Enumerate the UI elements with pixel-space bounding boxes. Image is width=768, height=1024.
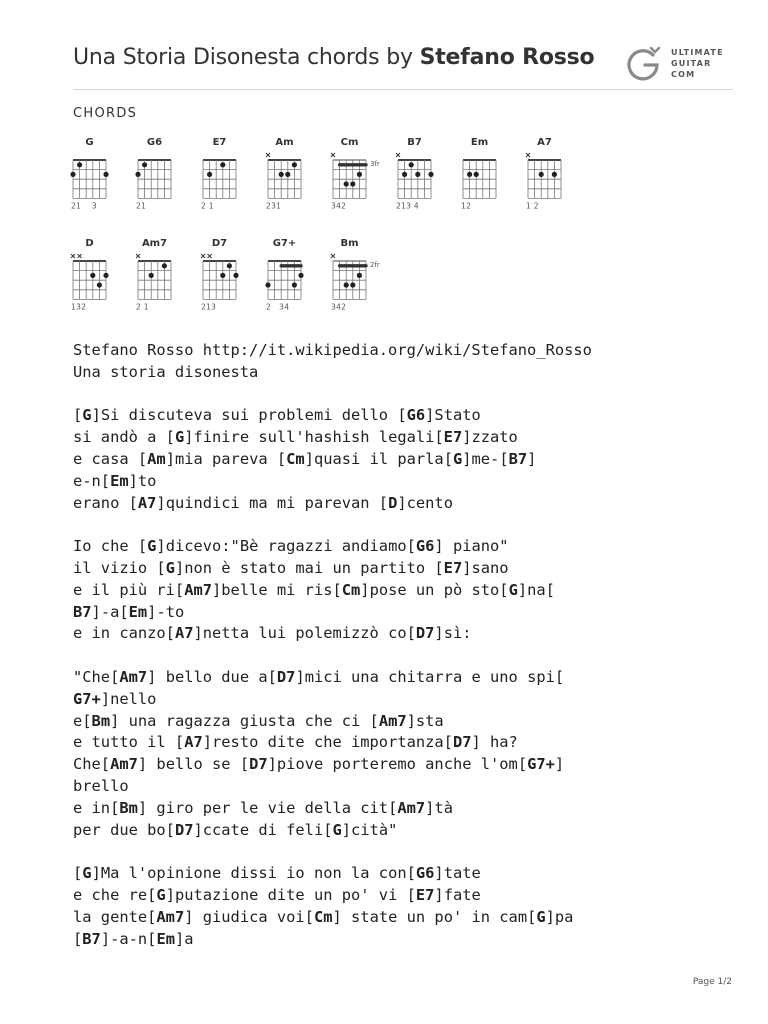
lyric-text: ]sì: [434,624,472,643]
finger-dot [220,273,225,278]
fret-label: 3fr [370,160,380,168]
lyric-text: e che re[ [73,885,157,904]
lyric-line [73,820,753,842]
chord-link[interactable]: G [452,449,463,468]
chord-link[interactable]: Am7 [110,755,138,774]
chord-name: Bm [340,238,359,249]
muted-string-mark [78,254,82,258]
chord-link[interactable]: Am [147,449,166,468]
chord-link[interactable]: Cm [286,449,305,468]
blank-line [73,514,753,536]
chord-link[interactable]: Cm [341,580,361,599]
lyric-text: ] una ragazza giusta che ci [ [110,711,379,730]
finger-dot [97,282,102,287]
lyric-text: e casa [ [73,449,148,468]
chord-diagram[interactable] [70,137,108,210]
lyric-text: ]sano [462,558,509,577]
finger-dot [135,172,140,177]
chord-link[interactable]: Em [110,471,129,490]
lyric-text: ]quindici ma mi parevan [ [156,493,389,512]
finger-dot [402,172,407,177]
lyric-line [73,471,753,493]
chord-diagram[interactable] [265,238,303,311]
chord-link[interactable]: G [82,406,92,425]
lyric-text: ]pose un pò sto[ [360,580,509,599]
lyric-text: il vizio [ [73,558,166,577]
chord-diagram[interactable] [201,137,236,210]
chord-diagram[interactable] [136,238,171,311]
chord-diagram[interactable] [461,137,496,210]
lyric-text: ]resto dite che importanza[ [202,733,453,752]
lyric-line [73,493,753,515]
lyric-line [73,558,753,580]
muted-string-mark [331,254,335,258]
chord-link[interactable]: Em [128,602,148,621]
finger-dot [292,282,297,287]
chord-link[interactable]: E7 [443,558,463,577]
muted-string-mark [71,254,75,258]
chord-name: G6 [146,137,163,148]
lyric-text: ]Si discuteva sui problemi dello [ [91,406,407,425]
chord-link[interactable]: E7 [415,885,435,904]
lyric-text: ]na[ [517,580,555,599]
fingering-label: 213 [201,302,217,312]
muted-string-mark [136,254,140,258]
chord-link[interactable]: Em [156,929,175,948]
lyric-text: [ [73,406,83,425]
finger-dot [409,162,414,167]
lyric-text: ]-to [147,602,185,621]
lyric-line [73,449,753,471]
lyric-text: ]Ma l'opinione dissi io non la con[ [91,864,416,883]
lyric-text: ]tate [434,864,481,883]
muted-string-mark [201,254,205,258]
chord-link[interactable]: G [156,885,166,904]
chord-link[interactable]: G [147,537,157,556]
chord-name: Em [470,137,489,148]
finger-dot [103,273,108,278]
lyric-text: e in canzo[ [73,624,175,643]
lyric-text: Io che [ [73,537,148,556]
lyric-text: si andò a [ [73,428,175,447]
chord-name: D [85,238,94,249]
lyric-line [73,602,753,624]
chord-name: E7 [212,137,227,148]
lyric-text: ]cità" [341,820,398,839]
lyric-text: ]ccate di feli[ [193,820,333,839]
finger-dot [90,273,95,278]
chord-name: A7 [537,137,552,148]
lyric-text: e il più ri[ [73,580,185,599]
lyric-line [73,427,753,449]
fingering-label: 21 [136,201,147,211]
logo-line: GUITAR [671,59,712,68]
chord-diagram[interactable] [71,238,109,311]
lyric-text: brello [73,776,129,795]
finger-dot [474,172,479,177]
lyric-text: erano [ [73,493,138,512]
chord-name: B7 [407,137,422,148]
lyric-line [73,340,753,362]
lyric-text: ]-a-n[ [100,929,157,948]
finger-dot [162,263,167,268]
muted-string-mark [208,254,212,258]
finger-dot [77,162,82,167]
chord-link[interactable]: G [536,907,546,926]
chord-name: Cm [340,137,359,148]
lyric-text: ]mia pareva [ [165,449,287,468]
lyric-text: e[ [73,711,92,730]
finger-dot [149,273,154,278]
chord-link[interactable]: E7 [443,428,463,447]
lyric-text: ] [554,755,565,774]
fingering-label: 213 4 [396,201,419,211]
muted-string-mark [266,153,270,157]
lyric-text: ]cento [397,493,453,512]
chord-link[interactable]: B7 [82,929,101,948]
lyric-line [73,863,753,885]
lyric-text: ]piove porteremo anche l'om[ [267,755,528,774]
fingering-label: 342 [331,201,347,211]
lyric-text: ] ha? [471,733,518,752]
lyric-line [73,623,753,645]
lyric-text: Stefano Rosso http://it.wikipedia.org/wiki/Stefano_Rosso [73,341,592,359]
lyric-text: ]non è stato mai un partito [ [174,558,444,577]
lyric-text: ]quasi il parla[ [304,449,453,468]
chord-link[interactable]: Am7 [156,907,185,926]
lyric-text: e-n[ [73,471,111,490]
finger-dot [70,172,75,177]
fingering-label: 2 1 [201,201,214,211]
chord-link[interactable]: G [508,580,518,599]
lyric-text: ]belle mi ris[ [212,580,342,599]
lyric-text: [ [73,929,83,948]
finger-dot [428,172,433,177]
finger-dot [344,181,349,186]
logo-line: ULTIMATE [671,48,724,57]
finger-dot [207,172,212,177]
chord-diagrams [0,0,768,330]
finger-dot [220,162,225,167]
lyric-text: ]Stato [425,406,481,425]
chord-link[interactable]: Am7 [184,580,213,599]
lyric-text: ]a [174,929,194,948]
chord-diagram[interactable] [201,238,239,311]
fingering-label: 21 3 [71,201,97,211]
lyric-text: [ [73,864,83,883]
lyric-line [73,536,753,558]
fingering-label: 2 1 [136,302,149,312]
chord-link[interactable]: Am7 [397,798,426,817]
finger-dot [233,273,238,278]
chord-diagram[interactable] [331,137,380,210]
chord-link[interactable]: G6 [406,406,426,425]
lyric-line [73,885,753,907]
finger-dot [279,172,284,177]
lyric-text: ]mici una chitarra e uno spi[ [295,667,565,686]
chord-link[interactable]: Am7 [378,711,407,730]
lyric-text: ] [527,449,537,468]
lyric-line [73,689,753,711]
lyric-line [73,798,753,820]
lyric-text: ]netta lui polemizzò co[ [193,624,416,643]
chord-link[interactable]: D7 [415,624,435,643]
finger-dot [552,172,557,177]
chord-link[interactable]: A7 [174,624,194,643]
lyric-text: ] giudica voi[ [184,907,314,926]
lyric-text: ]nello [100,689,157,708]
lyric-text: ] giro per le vie della cit[ [137,798,398,817]
lyric-text: ]me-[ [462,449,509,468]
finger-dot [350,282,355,287]
chord-link[interactable]: G [174,428,185,447]
chord-link[interactable]: G7+ [527,755,555,774]
song-name: Una Storia Disonesta chords by [73,45,420,70]
lyric-text: ]dicevo:"Bè ragazzi andiamo[ [156,537,416,556]
lyric-line [73,580,753,602]
lyric-text: ]sta [406,711,444,730]
muted-string-mark [526,153,530,157]
lyric-text: ]-a[ [91,602,129,621]
finger-dot [285,172,290,177]
lyric-line [73,362,753,384]
chord-link[interactable]: B7 [508,449,528,468]
lyric-text: ] bello se [ [137,755,250,774]
chord-name: Am7 [141,238,168,249]
finger-dot [292,162,297,167]
finger-dot [357,273,362,278]
artist-link[interactable]: Stefano Rosso [419,45,595,70]
lyric-text: ]tà [425,798,453,817]
lyric-text: ]fate [434,885,481,904]
chord-link[interactable]: D7 [276,667,296,686]
lyrics-sheet [73,340,753,950]
chord-link[interactable]: G6 [415,864,435,883]
chord-link[interactable]: G [332,820,342,839]
blank-line [73,384,753,406]
fingering-label: 132 [71,302,87,312]
finger-dot [298,273,303,278]
finger-dot [142,162,147,167]
lyric-line [73,776,753,798]
finger-dot [357,172,362,177]
fingering-label: 1 2 [526,201,539,211]
chord-name: Am [275,137,294,148]
blank-line [73,841,753,863]
lyric-line [73,711,753,733]
finger-dot [350,181,355,186]
fingering-label: 342 [331,302,347,312]
chord-link[interactable]: D7 [174,820,194,839]
chord-link[interactable]: G7+ [73,689,101,708]
chord-link[interactable]: Am7 [119,667,148,686]
finger-dot [227,263,232,268]
chord-diagram[interactable] [526,137,561,210]
lyric-line [73,929,753,951]
chord-link[interactable]: D [388,493,398,512]
chord-name: G [85,137,94,148]
finger-dot [539,172,544,177]
finger-dot [344,282,349,287]
fret-label: 2fr [370,261,380,269]
lyric-text: per due bo[ [73,820,175,839]
chord-link[interactable]: Bm [119,798,138,817]
chord-link[interactable]: D7 [452,733,472,752]
fingering-label: 12 [461,201,472,211]
lyric-text: "Che[ [73,667,120,686]
chord-diagram[interactable] [331,238,380,311]
lyric-text: ] state un po' in cam[ [332,907,537,926]
muted-string-mark [331,153,335,157]
chord-name: G7+ [272,238,297,249]
muted-string-mark [396,153,400,157]
lyric-text: ] piano" [434,537,509,556]
finger-dot [415,172,420,177]
chord-link[interactable]: G [165,558,175,577]
lyric-text: Che[ [73,755,111,774]
lyric-line [73,405,753,427]
logo-line: COM [671,70,696,79]
lyric-text: ]finire sull'hashish legali[ [184,428,444,447]
lyric-text: ] bello due a[ [147,667,277,686]
finger-dot [265,282,270,287]
lyric-text: ]to [128,471,157,490]
lyric-text: Una storia disonesta [73,362,259,381]
chord-link[interactable]: G6 [415,537,435,556]
lyric-line [73,667,753,689]
page-number: Page 1/2 [692,977,732,987]
finger-dot [103,172,108,177]
lyric-text: e in[ [73,798,120,817]
chord-diagram[interactable] [266,137,301,210]
blank-line [73,645,753,667]
lyric-line [73,907,753,929]
chord-name: D7 [211,238,228,249]
finger-dot [467,172,472,177]
fingering-label: 2 34 [266,302,290,312]
lyric-text: ]zzato [462,428,518,447]
lyric-text: e tutto il [ [73,733,185,752]
chord-link[interactable]: Cm [313,907,333,926]
chord-link[interactable]: A7 [184,733,203,752]
chord-diagram[interactable] [135,137,171,210]
lyric-line [73,732,753,754]
chord-link[interactable]: D7 [249,755,268,774]
fingering-label: 231 [266,201,282,211]
chords-heading: CHORDS [73,106,138,121]
chord-link[interactable]: B7 [73,602,92,621]
lyric-line [73,754,753,776]
chord-diagram[interactable] [396,137,434,210]
chord-link[interactable]: G [82,864,92,883]
lyric-text: ]putazione dite un po' vi [ [165,885,416,904]
chord-link[interactable]: Bm [91,711,111,730]
chord-link[interactable]: A7 [137,493,157,512]
lyric-text: la gente[ [73,907,157,926]
lyric-text: ]pa [545,907,574,926]
